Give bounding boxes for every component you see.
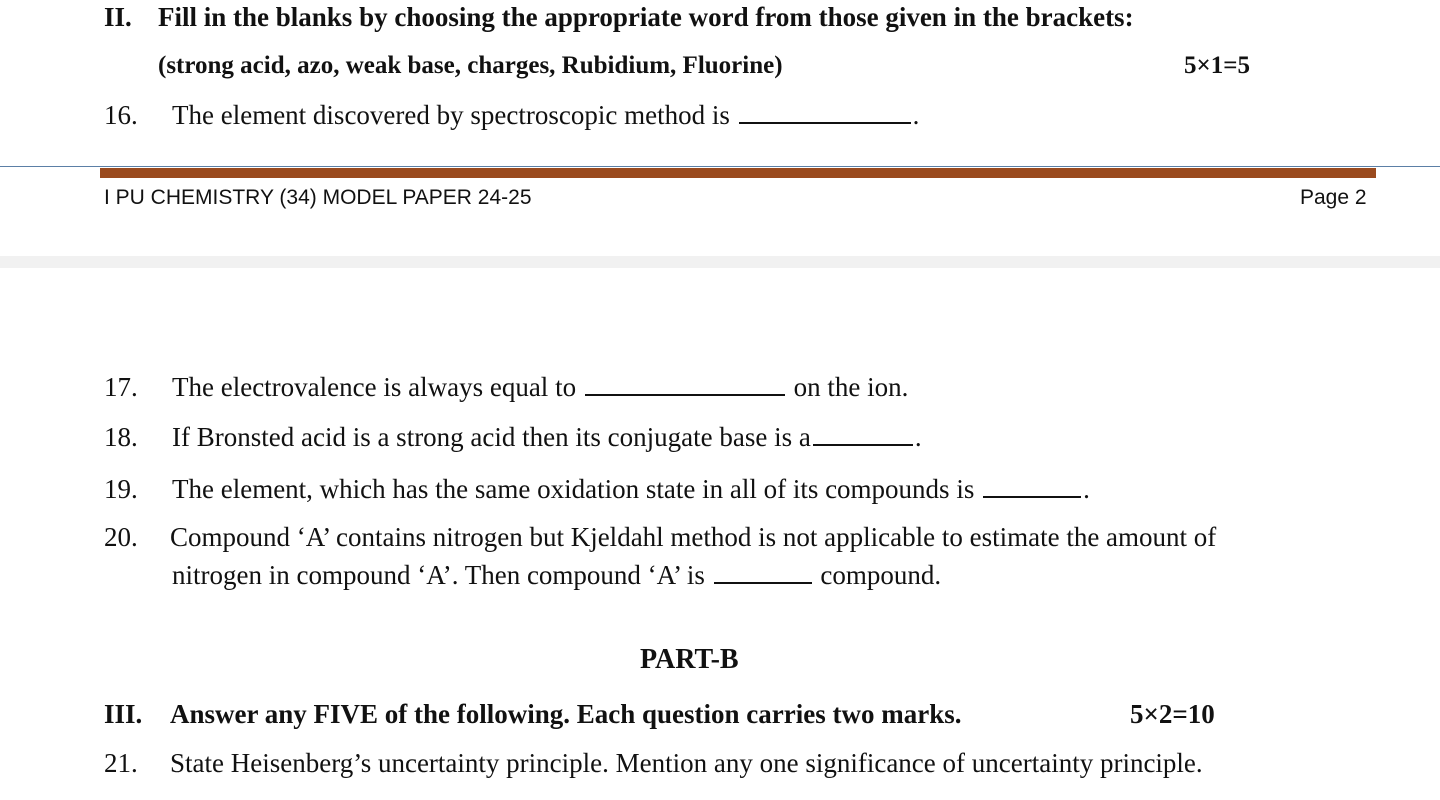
footer-divider-bar — [100, 168, 1376, 178]
question-18 — [172, 422, 922, 453]
answer-blank — [714, 560, 812, 584]
question-18-text: If Bronsted acid is a strong acid then its conjugate base is a — [172, 422, 811, 452]
question-20-line-1: Compound ‘A’ contains nitrogen but Kjeldahl method is not applicable to estimate the amount of — [170, 522, 1217, 552]
question-20-number: 20. — [104, 522, 138, 552]
section-2-heading: Fill in the blanks by choosing the appropriate word from those given in the brackets: — [158, 2, 1134, 32]
question-19-end: . — [1083, 474, 1090, 504]
question-17 — [172, 372, 908, 403]
question-21: State Heisenberg’s uncertainty principle. Mention any one significance of uncertainty principle. — [170, 748, 1203, 778]
question-16-number: 16. — [104, 100, 138, 130]
question-20-line-2 — [172, 560, 941, 591]
section-2-marks: 5×1=5 — [1184, 52, 1250, 79]
question-18-number: 18. — [104, 422, 138, 452]
question-19-number: 19. — [104, 474, 138, 504]
footer-title: I PU CHEMISTRY (34) MODEL PAPER 24-25 — [104, 186, 532, 209]
question-21-number: 21. — [104, 748, 138, 778]
answer-blank — [813, 422, 913, 446]
section-3-marks: 5×2=10 — [1130, 699, 1215, 729]
question-20-end: compound. — [820, 560, 942, 590]
question-16 — [172, 100, 919, 131]
section-3-numeral: III. — [104, 699, 143, 729]
section-3-heading: Answer any FIVE of the following. Each question carries two marks. — [170, 699, 962, 729]
answer-blank — [739, 100, 911, 124]
section-2-choices: (strong acid, azo, weak base, charges, Rubidium, Fluorine) — [158, 52, 783, 79]
question-17-end: on the ion. — [793, 372, 909, 402]
question-16-text: The element discovered by spectroscopic method is — [172, 100, 730, 130]
footer-page-number: Page 2 — [1300, 186, 1367, 209]
part-b-title: PART-B — [640, 644, 739, 675]
footer-divider-thin — [0, 166, 1440, 167]
section-2-numeral: II. — [104, 2, 132, 32]
question-18-end: . — [914, 422, 922, 452]
question-20-text: nitrogen in compound ‘A’. Then compound ‘A’ is — [172, 560, 705, 590]
question-17-text: The electrovalence is always equal to — [172, 372, 577, 402]
question-19-text: The element, which has the same oxidation state in all of its compounds is — [172, 474, 975, 504]
question-19 — [172, 474, 1090, 505]
answer-blank — [585, 372, 785, 396]
answer-blank — [983, 474, 1081, 498]
question-17-number: 17. — [104, 372, 138, 402]
page-separator — [0, 256, 1440, 268]
question-16-end: . — [912, 100, 920, 130]
